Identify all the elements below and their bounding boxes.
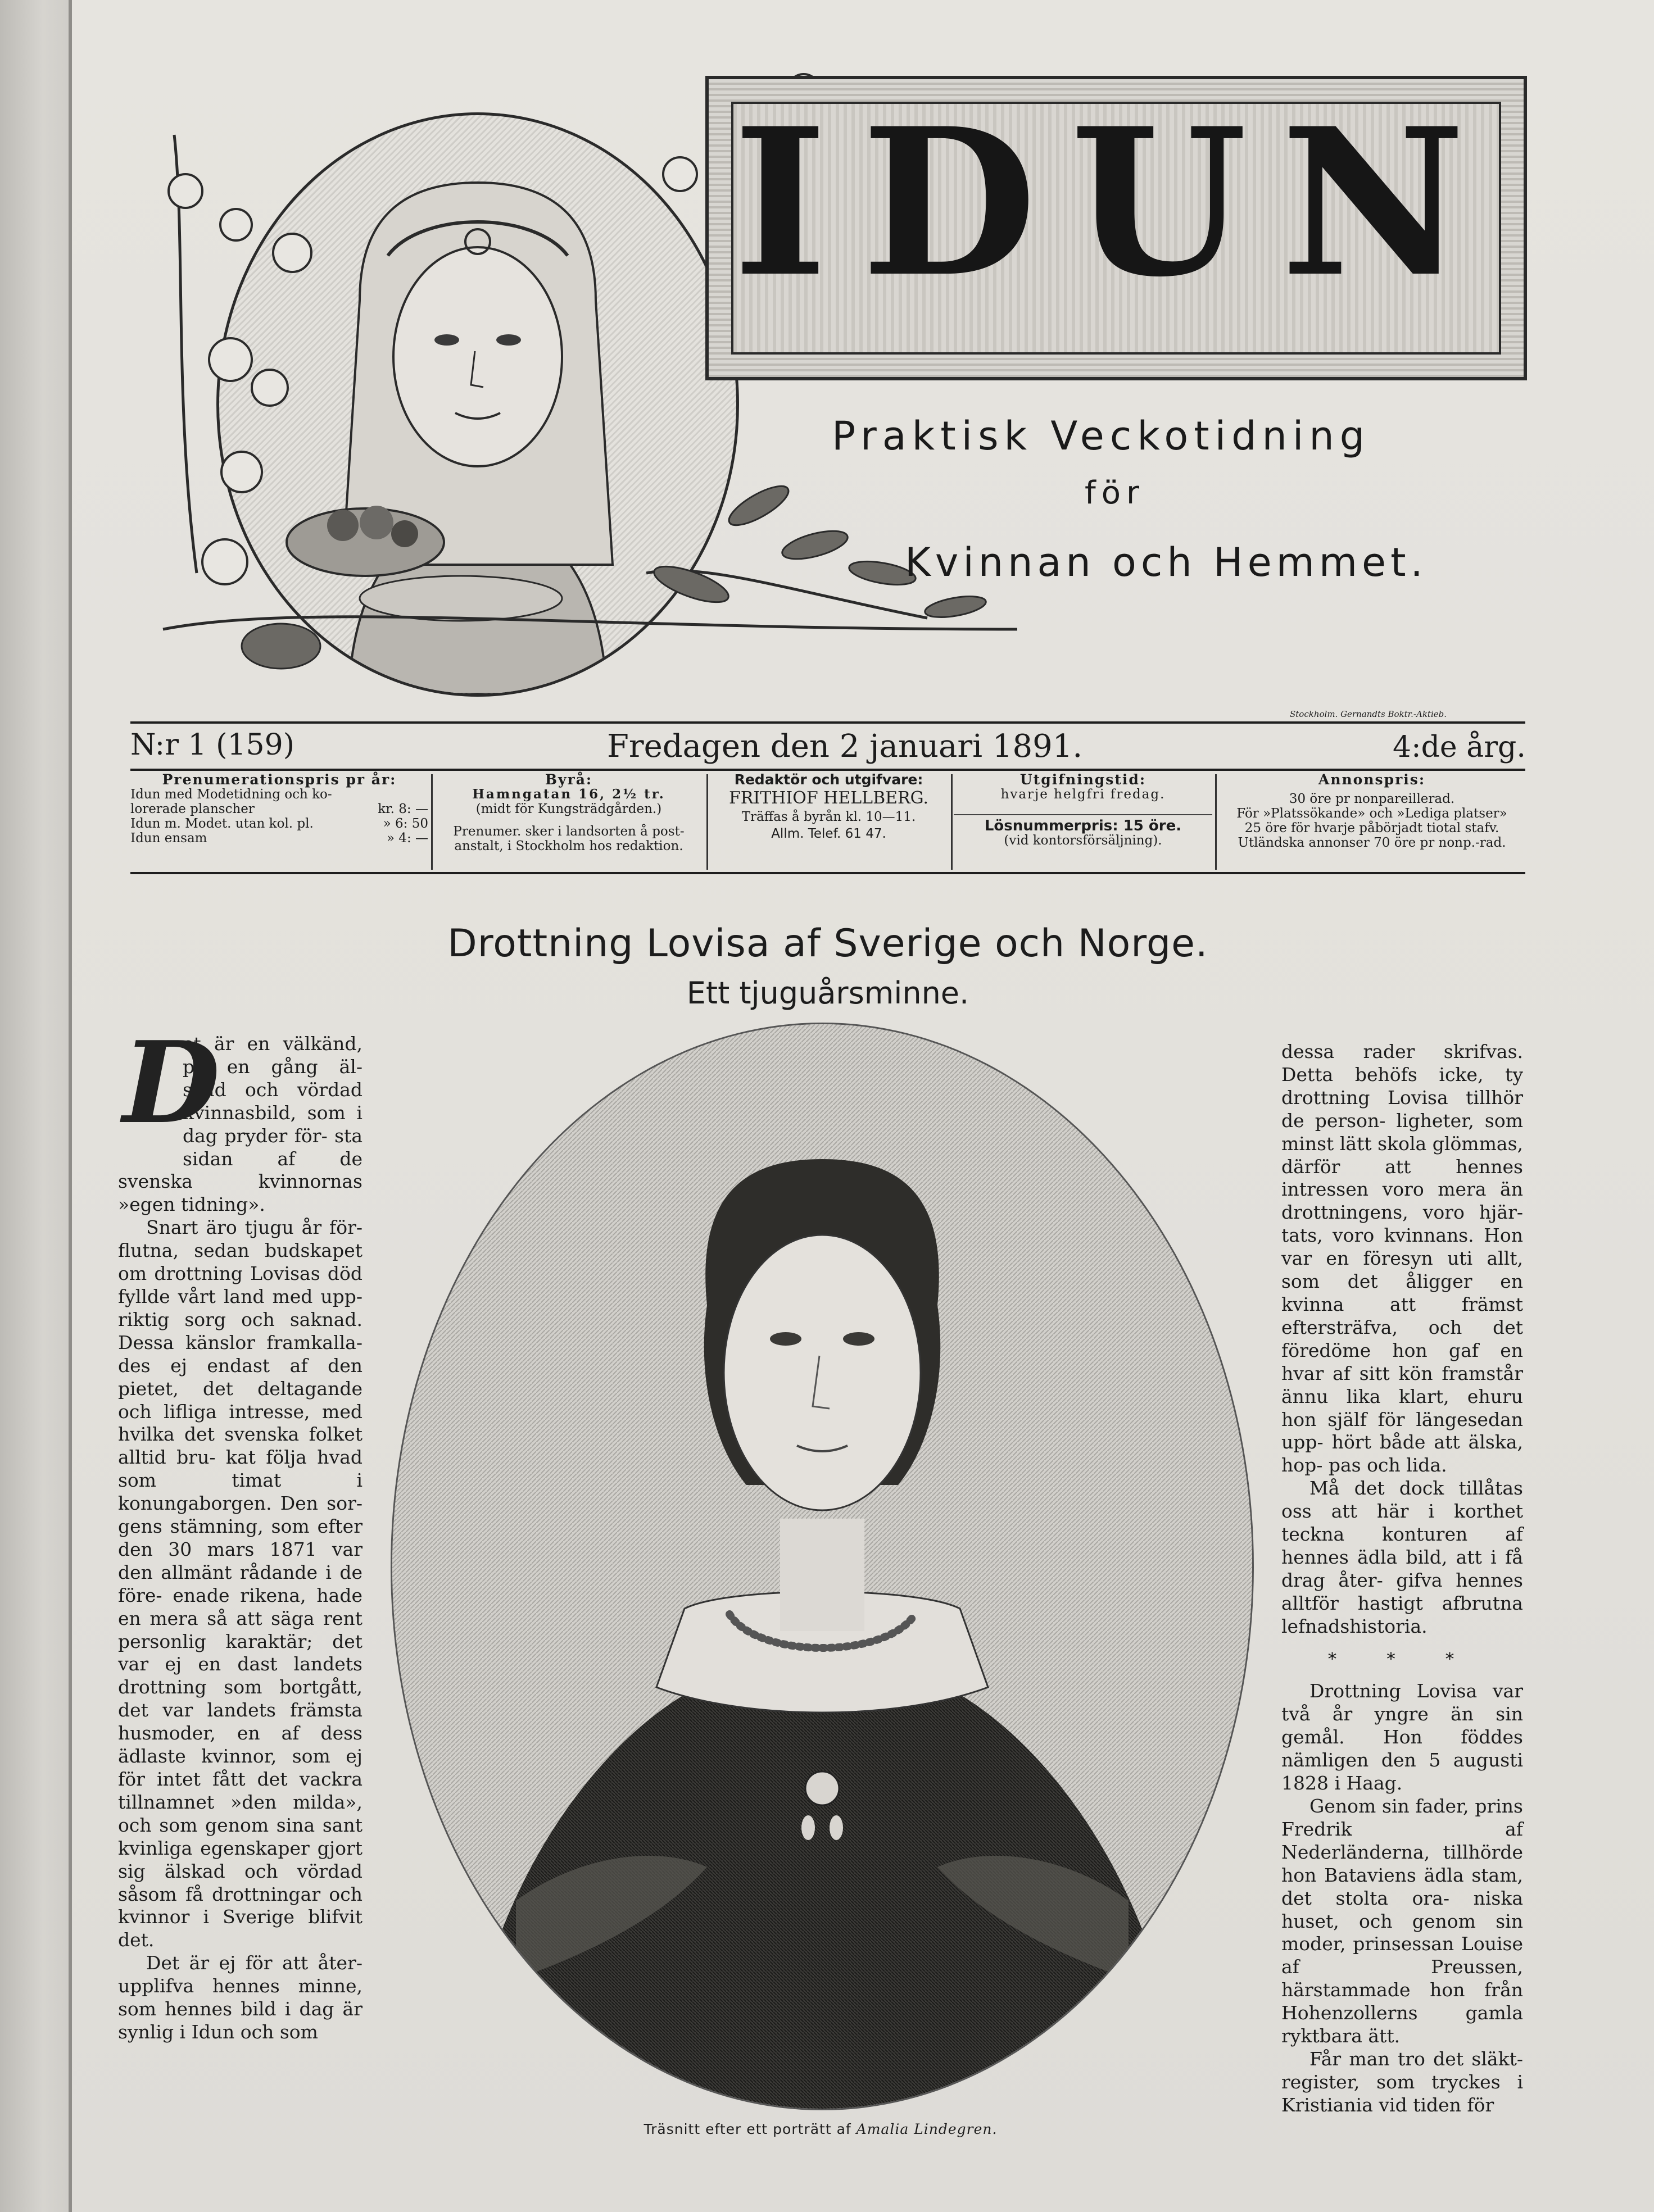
ads-line: 25 öre för hvarje påbörjadt tiotal stafv. [1244, 821, 1499, 835]
portrait-oval [391, 1023, 1254, 2110]
ornamental-dropcap [118, 1017, 220, 1151]
section-break-stars: * * * [1327, 1649, 1477, 1669]
masthead-logo-frame [705, 76, 1527, 380]
article-subheadline: Ett tjuguårsminne. [686, 975, 969, 1011]
single-issue-note: (vid kontorsförsäljning). [1004, 833, 1162, 848]
prices-heading: Prenumerationspris pr år: [162, 771, 397, 788]
info-divider [706, 774, 708, 870]
prices-label: Idun m. Modet. utan kol. pl. [130, 816, 314, 831]
article-paragraph: dessa rader skrifvas. Detta behöfs icke, ty drottning Lovisa tillhör de person- ligheter, som minst lätt skola glömmas, därför att hennes intressen voro mera än drottningens, voro hjär- tats, voro kvinnans. Hon var en föresyn uti allt, som det åligger en kvinna att främst eftersträfva, och det föredöme hon gaf en hvar af sitt kön framstår ännu lika klart, ehuru hon själf för längesedan upp- hört både att älska, hop- pas och lida. [1281, 1041, 1523, 1477]
masthead-tagline-3: Kvinnan och Hemmet. [905, 539, 1428, 585]
editor-hours: Träffas å byrån kl. 10—11. [741, 810, 916, 824]
publication-schedule: hvarje helgfri fredag. [1000, 787, 1166, 802]
editor-name: FRITHIOF HELLBERG. [728, 788, 929, 808]
single-issue-price: Lösnummerpris: 15 öre. [954, 814, 1212, 833]
office-heading: Byrå: [545, 771, 593, 788]
info-divider [1215, 774, 1217, 870]
article-paragraph: Det är ej för att åter- upplifva hennes minne, som hennes bild i dag är synlig i Idun och som [118, 1952, 362, 2043]
publication-heading: Utgifningstid: [1019, 771, 1147, 788]
editor-info [709, 773, 948, 871]
article-paragraph: Må det dock tillåtas oss att här i korthet teckna konturen af hennes ädla bild, att i få drag åter- gifva hennes alltför hastigt afbrutna lefnadshistoria. [1281, 1477, 1523, 1637]
masthead-tagline-1: Praktisk Veckotidning [832, 413, 1371, 459]
ads-line: 30 öre pr nonpareillerad. [1289, 792, 1455, 806]
portrait-caption [391, 2121, 1250, 2137]
portrait-figure-icon [392, 1024, 1252, 2109]
ads-heading: Annonspris: [1318, 771, 1426, 788]
volume-year: 4:de årg. [1393, 730, 1526, 764]
info-top-rule [130, 769, 1525, 771]
dropcap-letter: D [123, 1017, 220, 1149]
ads-line: Utländska annonser 70 öre pr nonp.-rad. [1238, 835, 1506, 850]
book-gutter [0, 0, 72, 2212]
issue-date: Fredagen den 2 januari 1891. [607, 728, 1083, 765]
publication-info [954, 773, 1212, 871]
subscription-prices [130, 773, 428, 871]
office-note: (midt för Kungsträdgården.) [475, 802, 662, 816]
caption-text: Träsnitt efter ett porträtt af [644, 2121, 851, 2137]
masthead-tagline-2: för [1085, 475, 1145, 511]
article-right-column [1281, 1041, 1523, 2117]
office-info [434, 773, 704, 871]
ads-line: För »Platssökande» och »Lediga platser» [1236, 806, 1507, 821]
info-divider [951, 774, 953, 870]
editor-phone: Allm. Telef. 61 47. [771, 826, 886, 841]
prices-value: kr. 8: — [378, 802, 428, 816]
editor-heading: Redaktör och utgifvare: [734, 771, 923, 788]
masthead-title: IDUN [733, 84, 1499, 321]
queen-portrait-engraving [391, 1023, 1250, 2107]
prices-value: » 4: — [386, 831, 428, 846]
prices-line: Idun med Modetidning och ko- [130, 787, 332, 802]
article-paragraph: Snart äro tjugu år för- flutna, sedan budskapet om drottning Lovisas död fyllde vårt land med upp- riktig sorg och saknad. Dessa känslor framkalla- des ej endast af den pietet, det deltagande och lifliga intresse, med hvilka det svenska folket alltid bru- kat följa hvad som timat i konungaborgen. Den sor- gens stämning, som efter den 30 mars 1871 var den allmänt rådande i de före- enade rikena, hade en mera så att säga rent personlig karaktär; det var ej en dast landets drottning som bortgått, det var landets främsta husmoder, en af dess ädlaste kvinnor, som ej för intet fått det vackra tillnamnet »den milda», och som genom sina sant kvinliga egenskaper gjort sig älskad och vördad såsom få drottningar och kvinnor i Sverige blifvit det. [118, 1216, 362, 1951]
article-paragraph: et är en välkänd, på en gång äl- skad och vördad kvinnasbild, som i dag pryder för- sta sidan af de svenska kvinnornas »egen tidning». [118, 1033, 362, 1216]
article-paragraph: Får man tro det släkt- register, som tryckes i Kristiania vid tiden för [1281, 2047, 1523, 2116]
article-paragraph: Drottning Lovisa var två år yngre än sin gemål. Hon föddes nämligen den 5 augusti 1828 i Haag. [1281, 1680, 1523, 1795]
article-paragraph: Genom sin fader, prins Fredrik af Nederländerna, tillhörde hon Bataviens ädla stam, det stolta ora- niska huset, och genom sin moder, prinsessan Louise af Preussen, härstammade hon från Hohenzollerns gamla ryktbara ätt. [1281, 1795, 1523, 2047]
prices-label: lorerade planscher [130, 802, 255, 816]
prices-value: » 6: 50 [383, 816, 428, 831]
office-address: Hamngatan 16, 2½ tr. [472, 787, 665, 802]
advertising-info [1218, 773, 1526, 871]
info-divider [431, 774, 433, 870]
printer-credit: Stockholm. Gernandts Boktr.-Aktieb. [1290, 709, 1447, 719]
top-rule [130, 721, 1525, 724]
issue-number: N:r 1 (159) [130, 728, 294, 762]
article-left-column [118, 1017, 362, 2044]
caption-artist: Amalia Lindegren. [856, 2121, 998, 2137]
article-headline: Drottning Lovisa af Sverige och Norge. [447, 921, 1208, 966]
office-line: anstalt, i Stockholm hos redaktion. [454, 839, 683, 853]
prices-label: Idun ensam [130, 831, 207, 846]
office-line: Prenumer. sker i landsorten å post- [453, 824, 685, 839]
info-bottom-rule [130, 872, 1525, 874]
